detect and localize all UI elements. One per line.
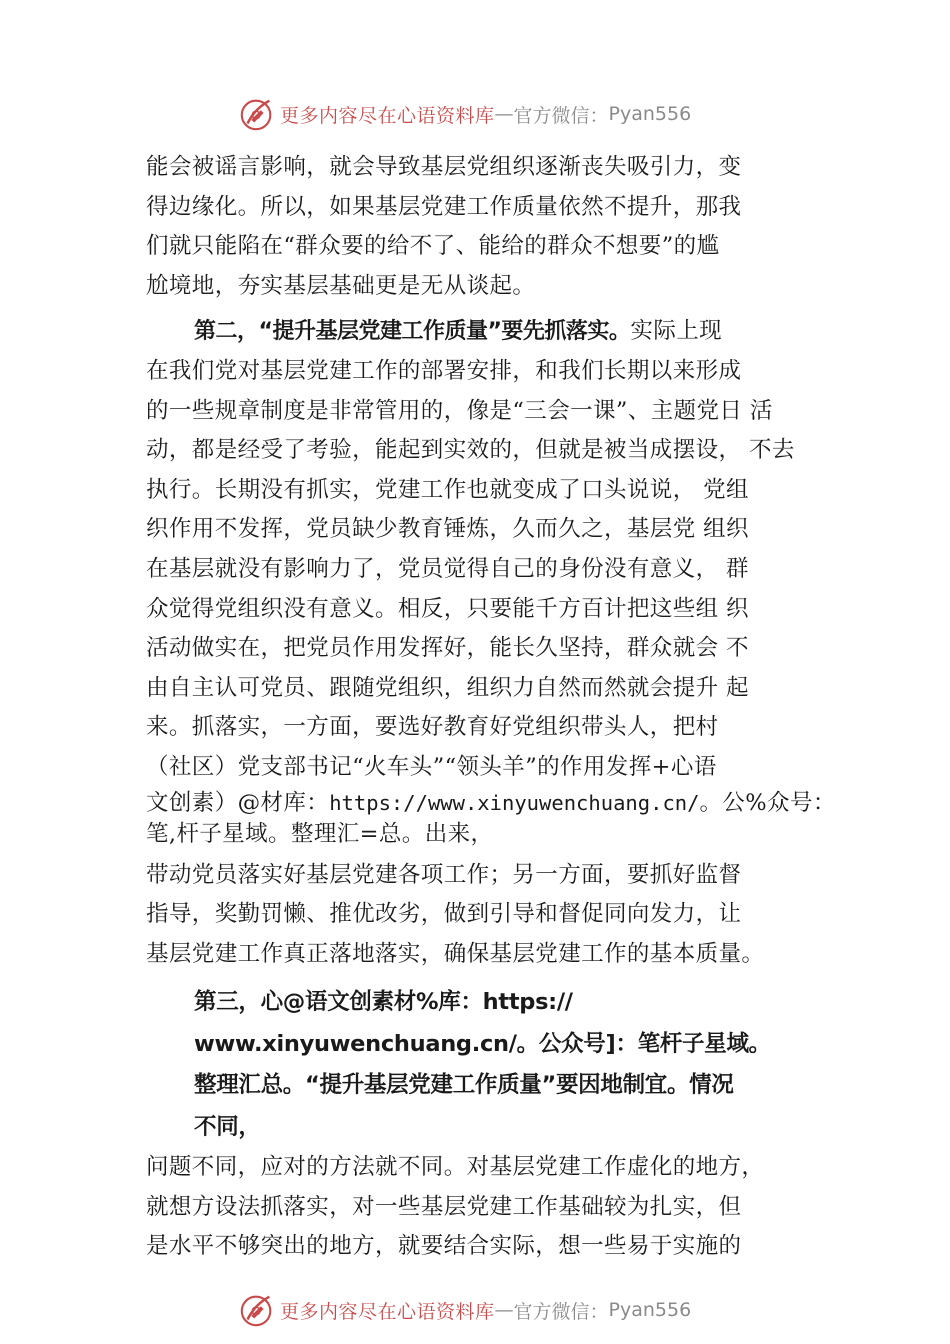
heading-line: www.xinyuwenchuang.cn/。公众号]：笔杆子星域。 xyxy=(194,1030,771,1057)
footer-banner xyxy=(238,1290,738,1330)
text-line: （社区）党支部书记“火车头”“领头羊”的作用发挥+心语 xyxy=(146,753,717,780)
text-line: 就想方设法抓落实，对一些基层党建工作基础较为扎实，但 xyxy=(146,1193,742,1220)
text-line: 执行。长期没有抓实，党建工作也就变成了口头说说， 党组 xyxy=(146,476,749,503)
text-line: 带动党员落实好基层党建各项工作；另一方面，要抓好监督 xyxy=(146,861,742,888)
section-heading-2: 第二，“提升基层党建工作质量”要先抓落实。 xyxy=(194,319,631,345)
section-heading-3 xyxy=(194,982,846,1148)
text-line: 来。抓落实，一方面，要选好教育好党组织带头人，把村 xyxy=(146,714,719,741)
text-line: 的一些规章制度是非常管用的，像是“三会一课”、主题党日 活 xyxy=(146,397,773,424)
text-line: 动，都是经受了考验，能起到实效的，但就是被当成摆设， 不去 xyxy=(146,437,795,464)
banner-text: 更多内容尽在心语资料库 xyxy=(280,1300,495,1323)
text-line xyxy=(146,312,846,352)
paragraph-3 xyxy=(146,856,846,975)
text-run: 文创素）@材库： xyxy=(146,789,330,816)
paragraph-4 xyxy=(146,1148,846,1267)
banner-wechat-label: 官方微信： xyxy=(513,1300,609,1323)
banner-wechat-label: 官方微信： xyxy=(513,104,609,127)
text-line: 是水平不够突出的地方，就要结合实际，想一些易于实施的 xyxy=(146,1233,742,1260)
brand-logo-icon xyxy=(238,95,276,133)
banner-separator: — xyxy=(494,1299,514,1321)
text-run: 实际上现 xyxy=(630,318,723,345)
banner-wechat-id: Pyan556 xyxy=(608,103,692,125)
text-line: 在基层就没有影响力了，党员觉得自己的身份没有意义， 群 xyxy=(146,555,749,582)
document-body xyxy=(146,148,846,1267)
text-line: 活动做实在，把党员作用发挥好，能长久坚持，群众就会 不 xyxy=(146,635,749,662)
text-line: 得边缘化。所以，如果基层党建工作质量依然不提升，那我 xyxy=(146,193,742,220)
text-line: 在我们党对基层党建工作的部署安排，和我们长期以来形成 xyxy=(146,357,742,384)
text-line: 众觉得党组织没有意义。相反，只要能千方百计把这些组 织 xyxy=(146,595,749,622)
text-line: 能会被谣言影响，就会导致基层党组织逐渐丧失吸引力，变 xyxy=(146,154,742,180)
header-banner xyxy=(238,94,738,134)
text-line: 指导，奖勤罚懒、推优改劣，做到引导和督促同向发力，让 xyxy=(146,901,742,928)
banner-text: 更多内容尽在心语资料库 xyxy=(280,104,495,127)
text-line: 问题不同，应对的方法就不同。对基层党建工作虚化的地方， xyxy=(146,1154,765,1181)
text-line: 尬境地，夯实基层基础更是无从谈起。 xyxy=(146,272,536,299)
text-line: 由自主认可党员、跟随党组织，组织力自然而然就会提升 起 xyxy=(146,674,749,701)
paragraph-1 xyxy=(146,148,846,306)
text-line: 基层党建工作真正落地落实，确保基层党建工作的基本质量。 xyxy=(146,940,765,967)
heading-line: 不同， xyxy=(194,1113,261,1140)
banner-wechat-id: Pyan556 xyxy=(608,1299,692,1321)
brand-logo-icon xyxy=(238,1291,276,1329)
paragraph-2 xyxy=(146,312,846,849)
banner-separator: — xyxy=(494,103,514,125)
text-line: 笔,杆子星域。整理汇=总。出来， xyxy=(146,820,494,847)
heading-line: 整理汇总。“提升基层党建工作质量”要因地制宜。情况 xyxy=(194,1072,734,1099)
text-line: 们就只能陷在“群众要的给不了、能给的群众不想要”的尴 xyxy=(146,233,720,260)
text-run: 。公%众号： xyxy=(699,789,836,816)
text-line: 织作用不发挥，党员缺少教育锤炼，久而久之，基层党 组织 xyxy=(146,516,749,543)
heading-line: 第三，心@语文创素材%库：https:// xyxy=(194,989,573,1016)
url-text: https://www.xinyuwenchuang.cn/ xyxy=(329,790,700,815)
text-line xyxy=(146,788,846,819)
